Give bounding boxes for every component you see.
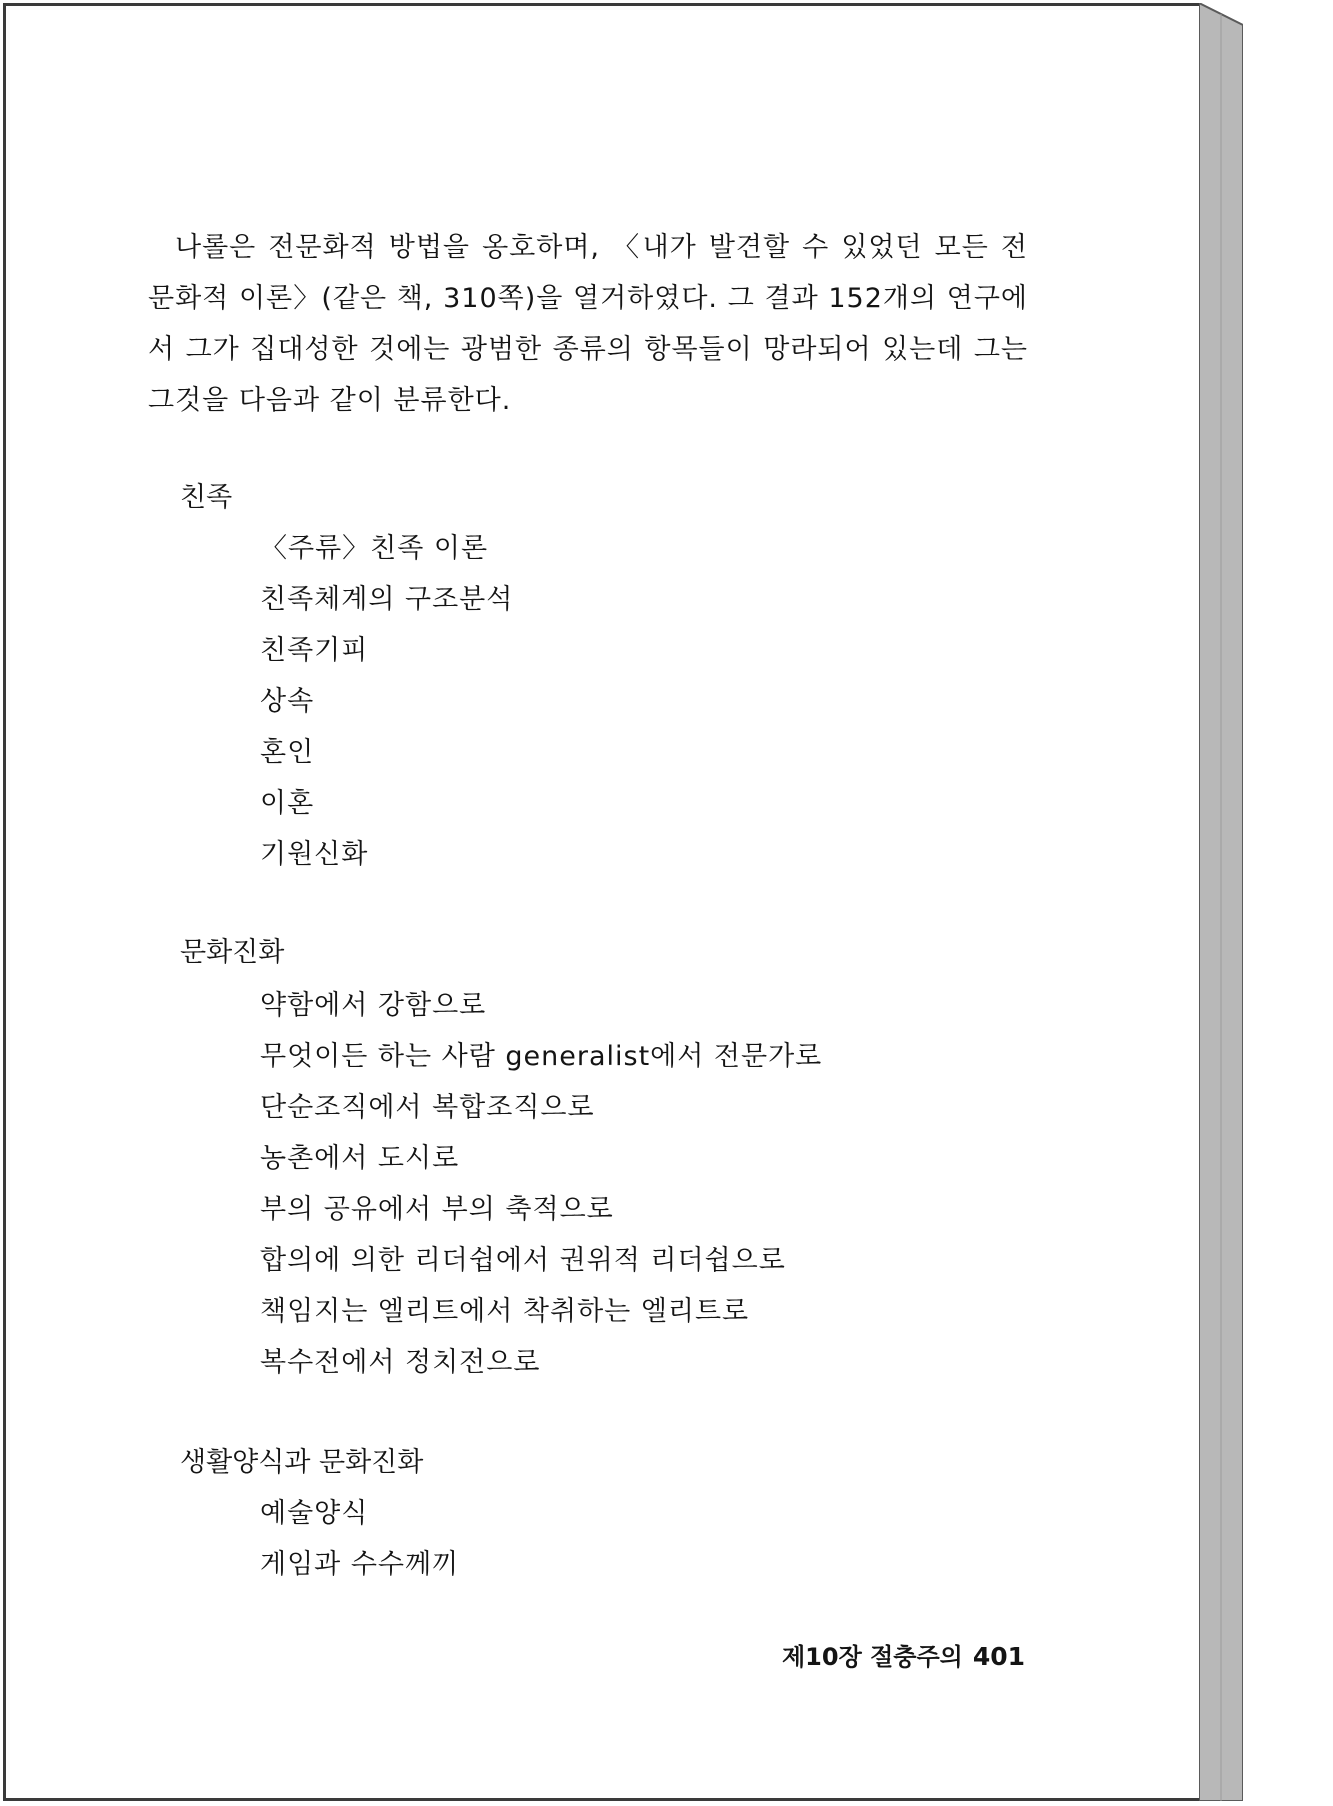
list-item: 친족기피 <box>260 635 369 666</box>
page-number: 401 <box>972 1642 1026 1671</box>
list-item: 상속 <box>260 686 315 717</box>
list-item: 게임과 수수께끼 <box>260 1549 460 1580</box>
cultural-evolution-item-list <box>260 980 822 1388</box>
list-item: 단순조직에서 복합조직으로 <box>260 1092 595 1123</box>
list-item: 친족체계의 구조분석 <box>260 584 514 615</box>
running-footer <box>782 1640 1026 1674</box>
section-heading-cultural-evolution: 문화진화 <box>180 937 285 968</box>
list-item: 기원신화 <box>260 839 369 870</box>
chapter-title: 제10장 절충주의 <box>782 1643 963 1671</box>
list-item: 부의 공유에서 부의 축적으로 <box>260 1194 614 1225</box>
list-item: 예술양식 <box>260 1498 369 1529</box>
list-item: 무엇이든 하는 사람 generalist에서 전문가로 <box>260 1041 823 1072</box>
list-item: 복수전에서 정치전으로 <box>260 1347 541 1378</box>
list-item: 약함에서 강함으로 <box>260 990 487 1021</box>
page-stack-edge <box>1199 3 1243 1801</box>
list-item: 농촌에서 도시로 <box>260 1143 460 1174</box>
section-heading-lifestyle: 생활양식과 문화진화 <box>180 1447 424 1478</box>
list-item: 혼인 <box>260 737 315 768</box>
list-item: 합의에 의한 리더쉽에서 권위적 리더쉽으로 <box>260 1245 786 1276</box>
section-heading-kinship: 친족 <box>180 482 233 513</box>
list-item: 〈주류〉친족 이론 <box>260 533 489 564</box>
kinship-item-list <box>260 523 513 880</box>
list-item: 이혼 <box>260 788 315 819</box>
lifestyle-item-list <box>260 1488 459 1590</box>
list-item: 책임지는 엘리트에서 착취하는 엘리트로 <box>260 1296 750 1327</box>
body-paragraph: 나롤은 전문화적 방법을 옹호하며, 〈내가 발견할 수 있었던 모든 전문화적 이론〉(같은 책, 310쪽)을 열거하였다. 그 결과 152개의 연구에서 그가 집대성한 것에는 광범한 종류의 항목들이 망라되어 있는데 그는 그것을 다음과 같이 분류한다. <box>148 232 1028 416</box>
